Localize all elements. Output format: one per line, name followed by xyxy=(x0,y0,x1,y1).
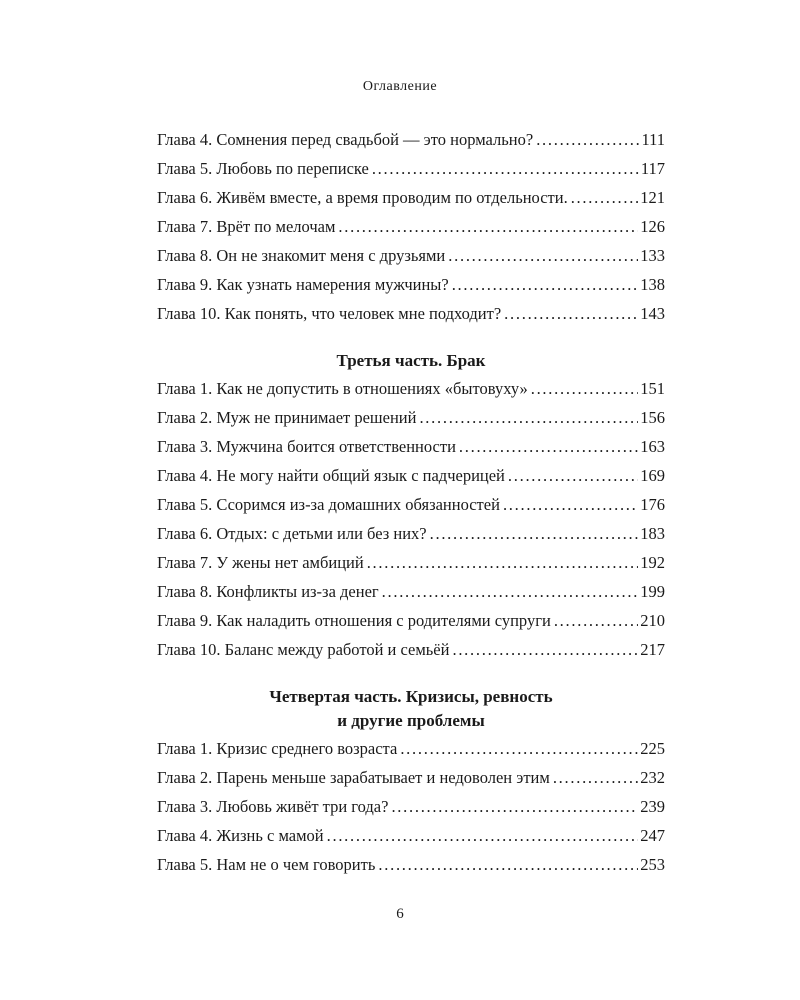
dot-leader xyxy=(419,408,638,428)
toc-entry-page: 156 xyxy=(640,408,665,427)
toc-entry-page: 163 xyxy=(640,437,665,456)
toc-entry-title: Глава 2. Муж не принимает решений xyxy=(157,408,417,427)
dot-leader xyxy=(382,582,639,602)
dot-leader xyxy=(531,379,639,399)
toc-entry-page: 176 xyxy=(640,495,665,514)
dot-leader xyxy=(508,466,638,486)
table-of-contents xyxy=(157,130,665,884)
toc-entry-page: 126 xyxy=(640,217,665,236)
toc-entry xyxy=(157,304,665,333)
toc-section-part-four xyxy=(157,685,665,884)
toc-entry xyxy=(157,611,665,640)
toc-entry-page: 225 xyxy=(640,739,665,758)
dot-leader xyxy=(503,495,638,515)
toc-entry-title: Глава 7. У жены нет амбиций xyxy=(157,553,364,572)
toc-entry xyxy=(157,797,665,826)
part-heading-text: Третья часть. Брак xyxy=(336,351,486,370)
toc-entry xyxy=(157,437,665,466)
toc-entry-title: Глава 3. Мужчина боится ответственности xyxy=(157,437,456,456)
toc-entry xyxy=(157,640,665,669)
toc-entry-page: 210 xyxy=(640,611,665,630)
toc-entry-title: Глава 3. Любовь живёт три года? xyxy=(157,797,389,816)
toc-entry xyxy=(157,130,665,159)
toc-entry-page: 183 xyxy=(640,524,665,543)
toc-entry-page: 232 xyxy=(640,768,665,787)
part-heading xyxy=(157,685,665,733)
dot-leader xyxy=(372,159,639,179)
toc-entry xyxy=(157,466,665,495)
toc-entry-title: Глава 10. Как понять, что человек мне подходит? xyxy=(157,304,502,323)
part-heading xyxy=(157,349,665,373)
toc-entry-page: 121 xyxy=(640,188,665,207)
toc-entry xyxy=(157,855,665,884)
running-head: Оглавление xyxy=(362,79,438,94)
toc-entry-page: 138 xyxy=(640,275,665,294)
toc-entry xyxy=(157,826,665,855)
toc-entry-title: Глава 5. Нам не о чем говорить xyxy=(157,855,376,874)
toc-entry-page: 151 xyxy=(640,379,665,398)
toc-entry-page: 199 xyxy=(640,582,665,601)
toc-section-part-three xyxy=(157,349,665,669)
toc-entry-title: Глава 8. Он не знакомит меня с друзьями xyxy=(157,246,446,265)
toc-entry-title: Глава 9. Как узнать намерения мужчины? xyxy=(157,275,449,294)
toc-entry xyxy=(157,275,665,304)
toc-entry xyxy=(157,379,665,408)
toc-entry-title: Глава 6. Отдых: с детьми или без них? xyxy=(157,524,427,543)
toc-entry-page: 253 xyxy=(640,855,665,874)
toc-entry xyxy=(157,159,665,188)
toc-entry-title: Глава 5. Ссоримся из-за домашних обязанностей xyxy=(157,495,500,514)
toc-entry-title: Глава 10. Баланс между работой и семьёй xyxy=(157,640,450,659)
toc-entry-page: 169 xyxy=(640,466,665,485)
toc-entry xyxy=(157,188,665,217)
dot-leader xyxy=(452,275,639,295)
toc-entry-page: 217 xyxy=(640,640,665,659)
toc-entry-page: 239 xyxy=(640,797,665,816)
toc-entry-page: 111 xyxy=(641,130,665,149)
dot-leader xyxy=(452,640,638,660)
toc-entry-page: 143 xyxy=(640,304,665,323)
toc-entry-title: Глава 4. Сомнения перед свадьбой — это нормально? xyxy=(157,130,534,149)
toc-entry-title: Глава 2. Парень меньше зарабатывает и недоволен этим xyxy=(157,768,550,787)
dot-leader xyxy=(504,304,638,324)
toc-entry xyxy=(157,768,665,797)
dot-leader xyxy=(554,611,638,631)
toc-entry-title: Глава 9. Как наладить отношения с родителями супруги xyxy=(157,611,551,630)
toc-entry-title: Глава 6. Живём вместе, а время проводим по отдельности. xyxy=(157,188,568,207)
toc-entry xyxy=(157,582,665,611)
toc-section-continued xyxy=(157,130,665,333)
toc-entry-title: Глава 4. Не могу найти общий язык с падчерицей xyxy=(157,466,505,485)
toc-entry-title: Глава 5. Любовь по переписке xyxy=(157,159,369,178)
dot-leader xyxy=(571,188,639,208)
dot-leader xyxy=(378,855,638,875)
toc-entry-title: Глава 1. Кризис среднего возраста xyxy=(157,739,398,758)
toc-entry xyxy=(157,408,665,437)
dot-leader xyxy=(459,437,638,457)
toc-entry-page: 133 xyxy=(640,246,665,265)
part-heading-line-1: Четвертая часть. Кризисы, ревность xyxy=(269,687,553,706)
toc-entry-title: Глава 1. Как не допустить в отношениях «бытовуху» xyxy=(157,379,528,398)
dot-leader xyxy=(367,553,639,573)
dot-leader xyxy=(448,246,638,266)
toc-entry xyxy=(157,246,665,275)
dot-leader xyxy=(400,739,638,759)
part-heading-line-2: и другие проблемы xyxy=(337,711,485,730)
toc-entry-title: Глава 7. Врёт по мелочам xyxy=(157,217,336,236)
toc-entry xyxy=(157,739,665,768)
toc-entry xyxy=(157,553,665,582)
dot-leader xyxy=(338,217,638,237)
dot-leader xyxy=(536,130,639,150)
toc-entry-page: 192 xyxy=(640,553,665,572)
toc-entry xyxy=(157,217,665,246)
dot-leader xyxy=(327,826,639,846)
dot-leader xyxy=(430,524,639,544)
toc-entry xyxy=(157,495,665,524)
toc-entry-title: Глава 4. Жизнь с мамой xyxy=(157,826,324,845)
toc-entry-page: 247 xyxy=(640,826,665,845)
dot-leader xyxy=(553,768,638,788)
page-number: 6 xyxy=(396,906,404,922)
toc-entry xyxy=(157,524,665,553)
toc-entry-page: 117 xyxy=(640,159,665,178)
dot-leader xyxy=(391,797,638,817)
toc-entry-title: Глава 8. Конфликты из-за денег xyxy=(157,582,379,601)
